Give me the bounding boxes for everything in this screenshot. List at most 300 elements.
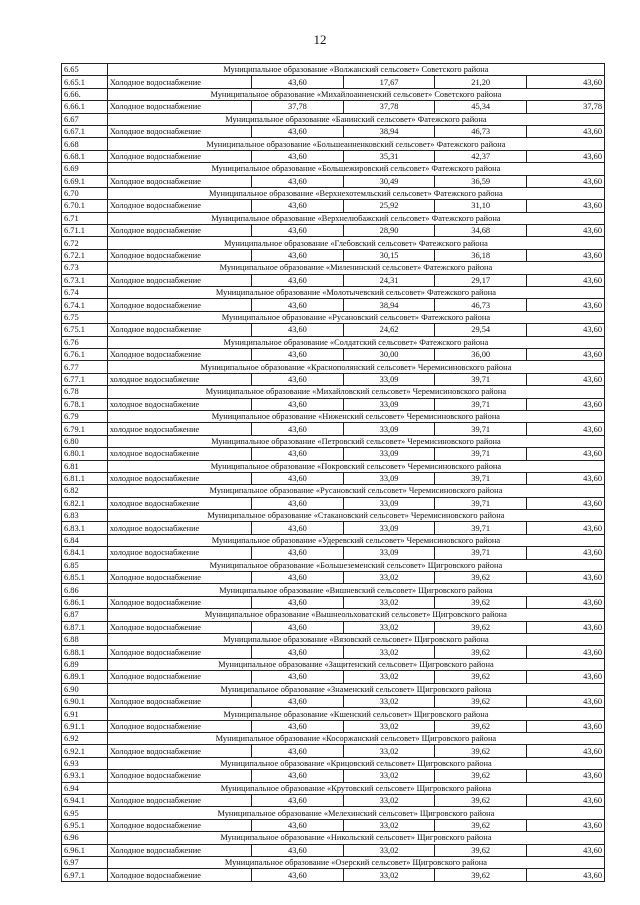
municipality-header-row — [62, 212, 605, 224]
row-number: 6.67 — [62, 113, 108, 125]
tariff-row — [62, 200, 605, 212]
value-cell-1: 43,60 — [252, 869, 344, 881]
value-cell-1: 43,60 — [252, 472, 344, 484]
value-cell-1: 43,60 — [252, 175, 344, 187]
row-number: 6.83 — [62, 510, 108, 522]
value-cell-3: 39,62 — [435, 572, 527, 584]
municipality-title: Муниципальное образование «Русановский сельсовет» Черемисиновского района — [107, 485, 604, 497]
row-number: 6.86 — [62, 584, 108, 596]
row-number: 6.87 — [62, 609, 108, 621]
municipality-title: Муниципальное образование «Михайлоанненский сельсовет» Советского района — [107, 88, 604, 100]
value-cell-4: 43,60 — [527, 720, 605, 732]
municipality-header-row — [62, 435, 605, 447]
value-cell-4: 43,60 — [527, 373, 605, 385]
municipality-title: Муниципальное образование «Волжанский сельсовет» Советского района — [107, 64, 604, 76]
value-cell-2: 33,09 — [343, 547, 435, 559]
sub-row-number: 6.74.1 — [62, 299, 108, 311]
tariff-row — [62, 249, 605, 261]
sub-row-number: 6.89.1 — [62, 671, 108, 683]
value-cell-1: 43,60 — [252, 225, 344, 237]
municipality-title: Муниципальное образование «Михайловский сельсовет» Черемисиновского района — [107, 386, 604, 398]
value-cell-1: 43,60 — [252, 398, 344, 410]
sub-row-number: 6.65.1 — [62, 76, 108, 88]
value-cell-1: 43,60 — [252, 572, 344, 584]
municipality-header-row — [62, 262, 605, 274]
municipality-header-row — [62, 361, 605, 373]
tariff-table-body — [62, 64, 605, 882]
municipality-title: Муниципальное образование «Большеземенский сельсовет» Щигровского района — [107, 559, 604, 571]
service-name: Холодное водоснабжение — [107, 621, 251, 633]
value-cell-3: 39,71 — [435, 423, 527, 435]
value-cell-3: 46,73 — [435, 125, 527, 137]
sub-row-number: 6.83.1 — [62, 522, 108, 534]
value-cell-4: 43,60 — [527, 745, 605, 757]
value-cell-2: 33,02 — [343, 844, 435, 856]
value-cell-2: 33,02 — [343, 720, 435, 732]
value-cell-1: 43,60 — [252, 819, 344, 831]
value-cell-2: 30,49 — [343, 175, 435, 187]
service-name: Холодное водоснабжение — [107, 770, 251, 782]
tariff-row — [62, 373, 605, 385]
sub-row-number: 6.95.1 — [62, 819, 108, 831]
tariff-row — [62, 324, 605, 336]
value-cell-1: 43,60 — [252, 200, 344, 212]
row-number: 6.65 — [62, 64, 108, 76]
municipality-header-row — [62, 708, 605, 720]
municipality-header-row — [62, 807, 605, 819]
tariff-row — [62, 125, 605, 137]
row-number: 6.82 — [62, 485, 108, 497]
sub-row-number: 6.87.1 — [62, 621, 108, 633]
tariff-row — [62, 348, 605, 360]
service-name: холодное водоснабжение — [107, 497, 251, 509]
value-cell-2: 30,00 — [343, 348, 435, 360]
value-cell-4: 43,60 — [527, 398, 605, 410]
tariff-row — [62, 150, 605, 162]
value-cell-3: 34,68 — [435, 225, 527, 237]
service-name: Холодное водоснабжение — [107, 572, 251, 584]
value-cell-3: 39,62 — [435, 720, 527, 732]
service-name: холодное водоснабжение — [107, 448, 251, 460]
municipality-title: Муниципальное образование «Озерский сельсовет» Щигровского района — [107, 857, 604, 869]
service-name: Холодное водоснабжение — [107, 200, 251, 212]
page-number: 12 — [313, 32, 327, 47]
value-cell-2: 33,02 — [343, 745, 435, 757]
value-cell-1: 43,60 — [252, 423, 344, 435]
municipality-title: Муниципальное образование «Вышнеольховатский сельсовет» Щигровского района — [107, 609, 604, 621]
value-cell-4: 43,60 — [527, 621, 605, 633]
sub-row-number: 6.77.1 — [62, 373, 108, 385]
row-number: 6.76 — [62, 336, 108, 348]
municipality-header-row — [62, 857, 605, 869]
value-cell-4: 43,60 — [527, 348, 605, 360]
tariff-row — [62, 522, 605, 534]
value-cell-3: 39,71 — [435, 448, 527, 460]
value-cell-2: 33,09 — [343, 522, 435, 534]
value-cell-2: 24,62 — [343, 324, 435, 336]
municipality-title: Муниципальное образование «Петровский сельсовет» Черемисиновского района — [107, 435, 604, 447]
value-cell-1: 43,60 — [252, 770, 344, 782]
value-cell-4: 43,60 — [527, 596, 605, 608]
row-number: 6.97 — [62, 857, 108, 869]
sub-row-number: 6.88.1 — [62, 646, 108, 658]
service-name: Холодное водоснабжение — [107, 720, 251, 732]
tariff-row — [62, 720, 605, 732]
value-cell-3: 39,62 — [435, 646, 527, 658]
value-cell-4: 43,60 — [527, 125, 605, 137]
value-cell-1: 43,60 — [252, 448, 344, 460]
row-number: 6.79 — [62, 410, 108, 422]
service-name: Холодное водоснабжение — [107, 225, 251, 237]
value-cell-1: 43,60 — [252, 621, 344, 633]
sub-row-number: 6.97.1 — [62, 869, 108, 881]
municipality-header-row — [62, 287, 605, 299]
value-cell-1: 43,60 — [252, 150, 344, 162]
tariff-row — [62, 596, 605, 608]
sub-row-number: 6.90.1 — [62, 695, 108, 707]
value-cell-1: 43,60 — [252, 844, 344, 856]
value-cell-3: 39,62 — [435, 671, 527, 683]
value-cell-3: 39,71 — [435, 472, 527, 484]
value-cell-3: 39,71 — [435, 398, 527, 410]
row-number: 6.81 — [62, 460, 108, 472]
municipality-header-row — [62, 113, 605, 125]
municipality-title: Муниципальное образование «Мелехинский сельсовет» Щигровского района — [107, 807, 604, 819]
row-number: 6.66. — [62, 88, 108, 100]
tariff-row — [62, 472, 605, 484]
row-number: 6.71 — [62, 212, 108, 224]
value-cell-4: 43,60 — [527, 324, 605, 336]
service-name: Холодное водоснабжение — [107, 795, 251, 807]
tariff-row — [62, 671, 605, 683]
row-number: 6.74 — [62, 287, 108, 299]
value-cell-4: 43,60 — [527, 150, 605, 162]
value-cell-3: 39,62 — [435, 621, 527, 633]
municipality-header-row — [62, 782, 605, 794]
value-cell-2: 33,09 — [343, 398, 435, 410]
municipality-title: Муниципальное образование «Банинский сельсовет» Фатежского района — [107, 113, 604, 125]
value-cell-3: 29,54 — [435, 324, 527, 336]
municipality-header-row — [62, 683, 605, 695]
value-cell-4: 43,60 — [527, 671, 605, 683]
service-name: холодное водоснабжение — [107, 547, 251, 559]
municipality-title: Муниципальное образование «Стакановский сельсовет» Черемисиновского района — [107, 510, 604, 522]
service-name: Холодное водоснабжение — [107, 671, 251, 683]
tariff-row — [62, 76, 605, 88]
tariff-row — [62, 175, 605, 187]
municipality-title: Муниципальное образование «Никольский сельсовет» Щигровского района — [107, 832, 604, 844]
service-name: Холодное водоснабжение — [107, 175, 251, 187]
value-cell-4: 43,60 — [527, 819, 605, 831]
municipality-title: Муниципальное образование «Знаменский сельсовет» Щигровского района — [107, 683, 604, 695]
municipality-title: Муниципальное образование «Косоржанский сельсовет» Щигровского района — [107, 733, 604, 745]
value-cell-2: 33,02 — [343, 795, 435, 807]
value-cell-1: 43,60 — [252, 695, 344, 707]
municipality-header-row — [62, 559, 605, 571]
municipality-header-row — [62, 88, 605, 100]
service-name: Холодное водоснабжение — [107, 745, 251, 757]
value-cell-4: 43,60 — [527, 200, 605, 212]
municipality-title: Муниципальное образование «Крутовский сельсовет» Щигровского района — [107, 782, 604, 794]
value-cell-2: 35,31 — [343, 150, 435, 162]
value-cell-3: 39,71 — [435, 497, 527, 509]
sub-row-number: 6.70.1 — [62, 200, 108, 212]
service-name: Холодное водоснабжение — [107, 274, 251, 286]
service-name: Холодное водоснабжение — [107, 695, 251, 707]
municipality-title: Муниципальное образование «Краснополянский сельсовет» Черемисиновского района — [107, 361, 604, 373]
municipality-header-row — [62, 336, 605, 348]
value-cell-1: 37,78 — [252, 101, 344, 113]
row-number: 6.69 — [62, 163, 108, 175]
value-cell-3: 36,18 — [435, 249, 527, 261]
municipality-title: Муниципальное образование «Вишневский сельсовет» Щигровского района — [107, 584, 604, 596]
value-cell-4: 37,78 — [527, 101, 605, 113]
value-cell-1: 43,60 — [252, 373, 344, 385]
service-name: Холодное водоснабжение — [107, 324, 251, 336]
municipality-header-row — [62, 311, 605, 323]
value-cell-3: 39,71 — [435, 522, 527, 534]
municipality-header-row — [62, 584, 605, 596]
tariff-row — [62, 621, 605, 633]
value-cell-1: 43,60 — [252, 324, 344, 336]
row-number: 6.94 — [62, 782, 108, 794]
service-name: Холодное водоснабжение — [107, 299, 251, 311]
sub-row-number: 6.68.1 — [62, 150, 108, 162]
municipality-header-row — [62, 410, 605, 422]
value-cell-2: 33,09 — [343, 472, 435, 484]
row-number: 6.90 — [62, 683, 108, 695]
municipality-header-row — [62, 757, 605, 769]
value-cell-3: 31,10 — [435, 200, 527, 212]
value-cell-4: 43,60 — [527, 770, 605, 782]
tariff-row — [62, 795, 605, 807]
row-number: 6.95 — [62, 807, 108, 819]
value-cell-3: 45,34 — [435, 101, 527, 113]
tariff-row — [62, 225, 605, 237]
row-number: 6.72 — [62, 237, 108, 249]
sub-row-number: 6.75.1 — [62, 324, 108, 336]
value-cell-1: 43,60 — [252, 596, 344, 608]
municipality-title: Муниципальное образование «Верхнелюбажский сельсовет» Фатежского района — [107, 212, 604, 224]
municipality-header-row — [62, 733, 605, 745]
municipality-title: Муниципальное образование «Удеревский сельсовет» Черемисиновского района — [107, 534, 604, 546]
municipality-header-row — [62, 633, 605, 645]
municipality-title: Муниципальное образование «Вязовский сельсовет» Щигровского района — [107, 633, 604, 645]
sub-row-number: 6.82.1 — [62, 497, 108, 509]
row-number: 6.73 — [62, 262, 108, 274]
sub-row-number: 6.72.1 — [62, 249, 108, 261]
value-cell-2: 33,09 — [343, 448, 435, 460]
row-number: 6.88 — [62, 633, 108, 645]
row-number: 6.85 — [62, 559, 108, 571]
value-cell-4: 43,60 — [527, 572, 605, 584]
tariff-row — [62, 869, 605, 881]
sub-row-number: 6.71.1 — [62, 225, 108, 237]
value-cell-1: 43,60 — [252, 795, 344, 807]
service-name: Холодное водоснабжение — [107, 869, 251, 881]
tariff-row — [62, 572, 605, 584]
value-cell-4: 43,60 — [527, 472, 605, 484]
service-name: Холодное водоснабжение — [107, 150, 251, 162]
tariff-row — [62, 398, 605, 410]
value-cell-4: 43,60 — [527, 249, 605, 261]
value-cell-1: 43,60 — [252, 249, 344, 261]
municipality-title: Муниципальное образование «Кшенский сельсовет» Щигровского района — [107, 708, 604, 720]
service-name: Холодное водоснабжение — [107, 844, 251, 856]
service-name: холодное водоснабжение — [107, 472, 251, 484]
service-name: Холодное водоснабжение — [107, 101, 251, 113]
value-cell-2: 33,02 — [343, 695, 435, 707]
service-name: холодное водоснабжение — [107, 423, 251, 435]
municipality-header-row — [62, 658, 605, 670]
row-number: 6.68 — [62, 138, 108, 150]
row-number: 6.93 — [62, 757, 108, 769]
value-cell-1: 43,60 — [252, 125, 344, 137]
value-cell-4: 43,60 — [527, 76, 605, 88]
tariff-row — [62, 819, 605, 831]
sub-row-number: 6.85.1 — [62, 572, 108, 584]
value-cell-4: 43,60 — [527, 695, 605, 707]
municipality-title: Муниципальное образование «Верхнехотемльский сельсовет» Фатежского района — [107, 187, 604, 199]
sub-row-number: 6.76.1 — [62, 348, 108, 360]
municipality-title: Муниципальное образование «Большежировский сельсовет» Фатежского района — [107, 163, 604, 175]
service-name: холодное водоснабжение — [107, 522, 251, 534]
value-cell-4: 43,60 — [527, 869, 605, 881]
service-name: Холодное водоснабжение — [107, 348, 251, 360]
row-number: 6.92 — [62, 733, 108, 745]
value-cell-4: 43,60 — [527, 547, 605, 559]
value-cell-2: 33,02 — [343, 646, 435, 658]
value-cell-3: 39,62 — [435, 844, 527, 856]
row-number: 6.75 — [62, 311, 108, 323]
value-cell-4: 43,60 — [527, 844, 605, 856]
row-number: 6.96 — [62, 832, 108, 844]
sub-row-number: 6.73.1 — [62, 274, 108, 286]
value-cell-2: 33,02 — [343, 869, 435, 881]
tariff-row — [62, 423, 605, 435]
value-cell-1: 43,60 — [252, 497, 344, 509]
municipality-header-row — [62, 187, 605, 199]
value-cell-3: 29,17 — [435, 274, 527, 286]
municipality-header-row — [62, 138, 605, 150]
municipality-title: Муниципальное образование «Крицовский сельсовет» Щигровского района — [107, 757, 604, 769]
value-cell-2: 25,92 — [343, 200, 435, 212]
value-cell-2: 33,02 — [343, 596, 435, 608]
tariff-row — [62, 770, 605, 782]
value-cell-4: 43,60 — [527, 646, 605, 658]
municipality-header-row — [62, 386, 605, 398]
value-cell-3: 39,62 — [435, 596, 527, 608]
sub-row-number: 6.91.1 — [62, 720, 108, 732]
sub-row-number: 6.69.1 — [62, 175, 108, 187]
service-name: Холодное водоснабжение — [107, 646, 251, 658]
value-cell-1: 43,60 — [252, 299, 344, 311]
sub-row-number: 6.79.1 — [62, 423, 108, 435]
service-name: холодное водоснабжение — [107, 398, 251, 410]
municipality-header-row — [62, 832, 605, 844]
service-name: холодное водоснабжение — [107, 373, 251, 385]
sub-row-number: 6.94.1 — [62, 795, 108, 807]
value-cell-2: 33,02 — [343, 671, 435, 683]
tariff-row — [62, 101, 605, 113]
value-cell-2: 33,09 — [343, 423, 435, 435]
row-number: 6.91 — [62, 708, 108, 720]
value-cell-3: 36,59 — [435, 175, 527, 187]
value-cell-2: 33,02 — [343, 572, 435, 584]
municipality-title: Муниципальное образование «Русановский сельсовет» Фатежского района — [107, 311, 604, 323]
tariff-row — [62, 844, 605, 856]
value-cell-1: 43,60 — [252, 348, 344, 360]
municipality-header-row — [62, 460, 605, 472]
tariff-row — [62, 497, 605, 509]
value-cell-3: 42,37 — [435, 150, 527, 162]
value-cell-2: 33,02 — [343, 621, 435, 633]
sub-row-number: 6.80.1 — [62, 448, 108, 460]
value-cell-2: 24,31 — [343, 274, 435, 286]
municipality-header-row — [62, 163, 605, 175]
sub-row-number: 6.86.1 — [62, 596, 108, 608]
municipality-title: Муниципальное образование «Большеанненковский сельсовет» Фатежского района — [107, 138, 604, 150]
value-cell-4: 43,60 — [527, 795, 605, 807]
value-cell-2: 33,02 — [343, 770, 435, 782]
value-cell-4: 43,60 — [527, 299, 605, 311]
row-number: 6.84 — [62, 534, 108, 546]
value-cell-3: 46,73 — [435, 299, 527, 311]
value-cell-4: 43,60 — [527, 448, 605, 460]
value-cell-3: 39,62 — [435, 770, 527, 782]
value-cell-3: 36,00 — [435, 348, 527, 360]
municipality-header-row — [62, 534, 605, 546]
tariff-row — [62, 695, 605, 707]
value-cell-3: 39,71 — [435, 547, 527, 559]
value-cell-2: 33,09 — [343, 497, 435, 509]
value-cell-1: 43,60 — [252, 720, 344, 732]
value-cell-4: 43,60 — [527, 423, 605, 435]
value-cell-3: 39,62 — [435, 695, 527, 707]
municipality-header-row — [62, 64, 605, 76]
municipality-title: Муниципальное образование «Глебовский сельсовет» Фатежского района — [107, 237, 604, 249]
value-cell-3: 21,20 — [435, 76, 527, 88]
municipality-title: Муниципальное образование «Молотычевский сельсовет» Фатежского района — [107, 287, 604, 299]
municipality-title: Муниципальное образование «Миленинский сельсовет» Фатежского района — [107, 262, 604, 274]
tariff-row — [62, 274, 605, 286]
row-number: 6.77 — [62, 361, 108, 373]
value-cell-2: 30,15 — [343, 249, 435, 261]
tariff-row — [62, 547, 605, 559]
value-cell-2: 33,02 — [343, 819, 435, 831]
value-cell-3: 39,71 — [435, 373, 527, 385]
tariff-table — [61, 63, 605, 882]
value-cell-2: 33,09 — [343, 373, 435, 385]
value-cell-2: 38,94 — [343, 125, 435, 137]
sub-row-number: 6.84.1 — [62, 547, 108, 559]
municipality-title: Муниципальное образование «Покровский сельсовет» Черемисиновского района — [107, 460, 604, 472]
tariff-row — [62, 646, 605, 658]
sub-row-number: 6.93.1 — [62, 770, 108, 782]
value-cell-1: 43,60 — [252, 646, 344, 658]
service-name: Холодное водоснабжение — [107, 76, 251, 88]
value-cell-4: 43,60 — [527, 522, 605, 534]
value-cell-1: 43,60 — [252, 274, 344, 286]
value-cell-4: 43,60 — [527, 274, 605, 286]
value-cell-3: 39,62 — [435, 745, 527, 757]
row-number: 6.89 — [62, 658, 108, 670]
municipality-title: Муниципальное образование «Ниженский сельсовет» Черемисиновского района — [107, 410, 604, 422]
value-cell-2: 28,90 — [343, 225, 435, 237]
value-cell-2: 38,94 — [343, 299, 435, 311]
sub-row-number: 6.96.1 — [62, 844, 108, 856]
value-cell-1: 43,60 — [252, 547, 344, 559]
